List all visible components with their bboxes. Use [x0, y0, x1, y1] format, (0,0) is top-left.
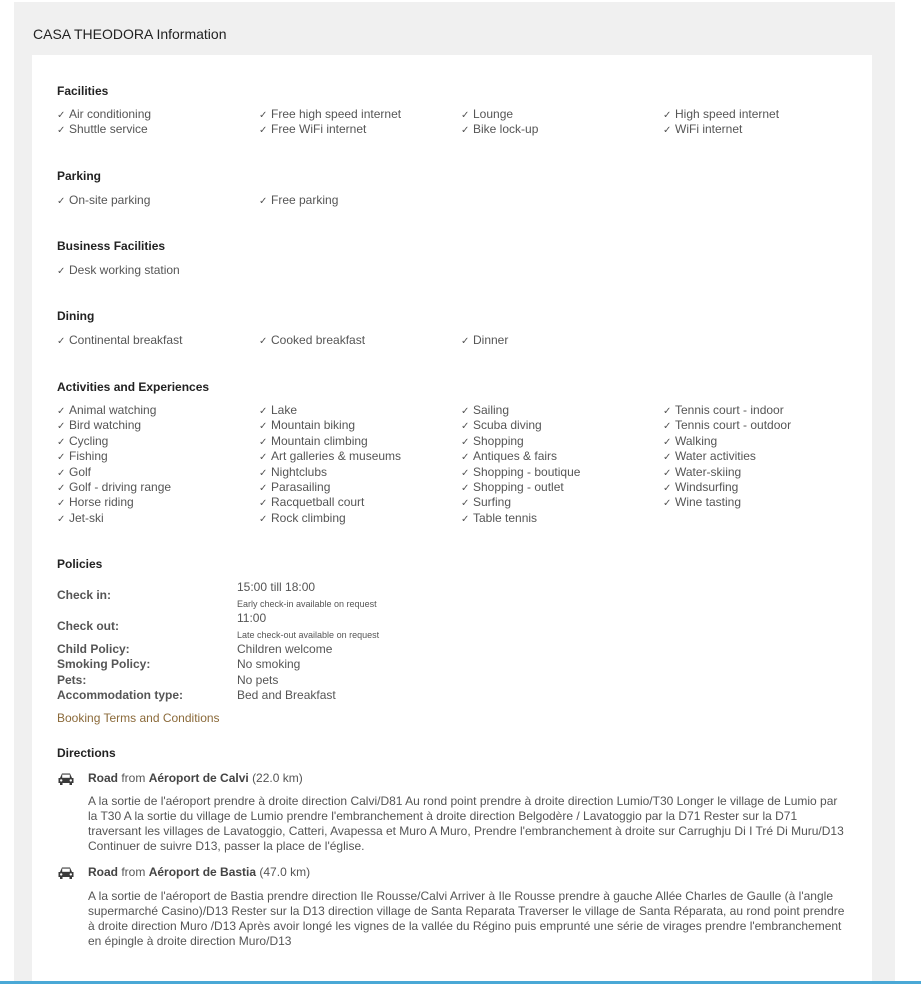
- amenity-label: Antiques & fairs: [473, 449, 558, 464]
- amenity-item: [57, 263, 180, 277]
- amenity-label: Lounge: [473, 107, 514, 121]
- amenity-item: [461, 465, 580, 479]
- route-distance: (22.0 km): [252, 771, 303, 785]
- route-description: A la sortie de l'aéroport prendre à droite direction Calvi/D81 Au rond point prendre à droite direction Lumio/T30 Longer le village de Lumio par la T30 A la sortie du village de Lumio prendre l'embranchement à droite direction Belgodère / Lavatoggio par la D71 Rester sur la D71 traversant les villages de Lavatoggio, Catteri, Avapessa et Muro A Muro, Prendre l'embranchement à droite sur Carrughju Di I Tré Di Muru/D13 Continuer de suivre D13, passer la place de l'église.: [88, 794, 844, 853]
- amenity-label: Free parking: [271, 193, 339, 207]
- amenity-item: [461, 449, 557, 463]
- amenity-label: Water-skiing: [675, 464, 742, 479]
- amenity-item: [57, 465, 91, 479]
- check-in-note: Early check-in available on request: [237, 599, 377, 609]
- checkmark-icon: ✓: [461, 483, 470, 494]
- amenity-label: Fishing: [69, 449, 108, 464]
- route-origin: Aéroport de Calvi: [148, 771, 249, 785]
- checkmark-icon: ✓: [461, 336, 470, 347]
- child-policy-value: Children welcome: [237, 642, 333, 656]
- dining-heading: Dining: [57, 309, 95, 323]
- amenity-item: [259, 333, 365, 347]
- panel-title: CASA THEODORA Information: [33, 26, 227, 42]
- amenity-item: [461, 122, 538, 136]
- check-out-note: Late check-out available on request: [237, 630, 380, 640]
- amenity-label: Horse riding: [69, 495, 134, 510]
- amenity-item: [663, 434, 717, 448]
- amenity-item: [259, 434, 368, 448]
- amenity-item: [57, 434, 108, 448]
- amenity-item: [663, 418, 791, 432]
- checkmark-icon: ✓: [461, 498, 470, 510]
- checkmark-icon: ✓: [259, 336, 268, 347]
- checkmark-icon: ✓: [461, 110, 470, 121]
- checkmark-icon: ✓: [461, 436, 470, 448]
- amenity-label: Bird watching: [69, 418, 142, 433]
- amenity-label: Surfing: [473, 495, 512, 510]
- amenity-item: [663, 495, 741, 509]
- amenity-item: [57, 511, 104, 525]
- amenity-item: [663, 122, 742, 136]
- checkmark-icon: ✓: [259, 125, 268, 137]
- amenity-item: [461, 403, 509, 417]
- amenity-label: Shuttle service: [69, 122, 148, 137]
- route-mode: Road: [88, 771, 118, 785]
- amenity-label: Sailing: [473, 403, 510, 417]
- amenity-item: [259, 511, 346, 525]
- amenity-label: Golf: [69, 464, 92, 479]
- amenity-item: [57, 480, 171, 494]
- route-title: [88, 865, 310, 879]
- checkmark-icon: ✓: [259, 483, 268, 494]
- amenity-item: [57, 418, 141, 432]
- route-from-word: from: [121, 865, 146, 879]
- amenity-label: Nightclubs: [271, 464, 328, 479]
- amenity-label: Golf - driving range: [69, 480, 172, 494]
- car-icon: [57, 866, 75, 885]
- checkmark-icon: ✓: [259, 498, 268, 510]
- amenity-label: Rock climbing: [271, 510, 346, 525]
- car-icon: [57, 772, 75, 791]
- checkmark-icon: ✓: [57, 513, 66, 525]
- checkmark-icon: ✓: [259, 452, 268, 464]
- facilities-heading: Facilities: [57, 84, 109, 98]
- amenity-item: [259, 122, 366, 136]
- amenity-item: [663, 107, 779, 121]
- amenity-label: Air conditioning: [69, 107, 152, 121]
- checkmark-icon: ✓: [259, 513, 268, 525]
- amenity-label: Tennis court - outdoor: [675, 418, 792, 433]
- checkmark-icon: ✓: [259, 467, 268, 479]
- amenity-item: [57, 122, 148, 136]
- checkmark-icon: ✓: [663, 125, 672, 137]
- amenity-item: [461, 107, 513, 121]
- checkmark-icon: ✓: [57, 336, 66, 347]
- amenity-item: [259, 449, 401, 463]
- checkmark-icon: ✓: [259, 436, 268, 448]
- checkmark-icon: ✓: [57, 406, 66, 417]
- checkmark-icon: ✓: [461, 406, 470, 417]
- check-in-value: 15:00 till 18:00: [237, 580, 316, 594]
- amenity-label: Cooked breakfast: [271, 333, 366, 347]
- smoking-policy-value: No smoking: [237, 657, 301, 671]
- checkmark-icon: ✓: [663, 498, 672, 510]
- amenity-item: [461, 418, 542, 432]
- smoking-policy-label: Smoking Policy:: [57, 657, 151, 671]
- checkmark-icon: ✓: [57, 196, 66, 207]
- amenity-item: [57, 449, 108, 463]
- amenity-item: [461, 480, 564, 494]
- amenity-item: [461, 434, 524, 448]
- amenity-item: [663, 480, 738, 494]
- route-from-word: from: [121, 771, 146, 785]
- amenity-item: [57, 193, 150, 207]
- directions-heading: Directions: [57, 746, 116, 760]
- amenity-label: Bike lock-up: [473, 122, 539, 137]
- checkmark-icon: ✓: [663, 110, 672, 121]
- check-out-value: 11:00: [237, 611, 267, 625]
- amenity-label: Parasailing: [271, 480, 331, 494]
- amenity-label: On-site parking: [69, 193, 151, 207]
- checkmark-icon: ✓: [259, 110, 268, 121]
- amenity-label: Water activities: [675, 449, 756, 464]
- amenity-item: [259, 403, 297, 417]
- checkmark-icon: ✓: [663, 421, 672, 433]
- amenity-label: High speed internet: [675, 107, 780, 121]
- amenity-label: Desk working station: [69, 263, 180, 277]
- amenity-item: [663, 465, 741, 479]
- amenity-label: Continental breakfast: [69, 333, 183, 347]
- amenity-label: Table tennis: [473, 510, 538, 525]
- checkmark-icon: ✓: [57, 498, 66, 510]
- checkmark-icon: ✓: [461, 467, 470, 479]
- amenity-label: Art galleries & museums: [271, 449, 402, 464]
- checkmark-icon: ✓: [57, 266, 66, 277]
- amenity-item: [259, 418, 355, 432]
- accommodation-type-label: Accommodation type:: [57, 688, 184, 702]
- route-description: A la sortie de l'aéroport de Bastia prendre direction Ile Rousse/Calvi Arriver à Ile Rousse prendre à gauche Allée Charles de Gaulle (à l'angle supermarché Casino)/D13 Rester sur la D13 direction village de Santa Reparata Traverser le village de Santa Réparata, au rond point prendre à droite direction Muro /D13 Après avoir longé les vignes de la vallée du Régino puis emprunté une série de virages prendre l'embranchement en épingle à droite direction Muro/D13: [88, 889, 845, 948]
- amenity-item: [461, 333, 508, 347]
- amenity-item: [259, 107, 401, 121]
- amenity-label: Shopping - boutique: [473, 464, 581, 479]
- checkmark-icon: ✓: [259, 196, 268, 207]
- checkmark-icon: ✓: [259, 406, 268, 417]
- amenity-item: [57, 403, 156, 417]
- amenity-label: Jet-ski: [69, 510, 104, 525]
- checkmark-icon: ✓: [57, 421, 66, 433]
- amenity-label: Shopping: [473, 433, 524, 448]
- checkmark-icon: ✓: [461, 421, 470, 433]
- check-in-label: Check in:: [57, 588, 112, 602]
- route-origin: Aéroport de Bastia: [148, 865, 257, 879]
- amenity-item: [259, 193, 338, 207]
- amenity-item: [259, 465, 327, 479]
- checkmark-icon: ✓: [57, 467, 66, 479]
- route-distance: (47.0 km): [259, 865, 311, 879]
- checkmark-icon: ✓: [57, 110, 66, 121]
- checkmark-icon: ✓: [663, 406, 672, 417]
- amenity-label: Mountain biking: [271, 418, 356, 433]
- checkmark-icon: ✓: [461, 513, 470, 525]
- amenity-label: Racquetball court: [271, 495, 365, 510]
- checkmark-icon: ✓: [57, 125, 66, 137]
- amenity-label: Free high speed internet: [271, 107, 402, 121]
- pets-value: No pets: [237, 673, 279, 687]
- amenity-label: Windsurfing: [675, 480, 739, 494]
- booking-terms-link[interactable]: Booking Terms and Conditions: [57, 711, 220, 725]
- route-mode: Road: [88, 865, 118, 879]
- amenity-label: Tennis court - indoor: [675, 403, 784, 417]
- amenity-item: [57, 107, 151, 121]
- check-out-label: Check out:: [57, 619, 120, 633]
- amenity-item: [461, 511, 537, 525]
- amenity-label: Free WiFi internet: [271, 122, 367, 137]
- checkmark-icon: ✓: [57, 483, 66, 494]
- checkmark-icon: ✓: [663, 483, 672, 494]
- checkmark-icon: ✓: [461, 125, 470, 137]
- amenity-item: [57, 495, 134, 509]
- business-heading: Business Facilities: [57, 239, 166, 253]
- amenity-item: [461, 495, 511, 509]
- checkmark-icon: ✓: [259, 421, 268, 433]
- checkmark-icon: ✓: [57, 436, 66, 448]
- amenity-label: Animal watching: [69, 403, 157, 417]
- checkmark-icon: ✓: [461, 452, 470, 464]
- amenity-label: Walking: [675, 433, 718, 448]
- accommodation-type-value: Bed and Breakfast: [237, 688, 336, 702]
- amenity-item: [259, 480, 330, 494]
- amenity-label: Cycling: [69, 433, 109, 448]
- amenity-item: [663, 449, 756, 463]
- route-title: [88, 771, 303, 785]
- checkmark-icon: ✓: [663, 436, 672, 448]
- pets-label: Pets:: [57, 673, 87, 687]
- amenity-item: [663, 403, 784, 417]
- amenity-label: Wine tasting: [675, 495, 742, 510]
- checkmark-icon: ✓: [57, 452, 66, 464]
- amenity-label: WiFi internet: [675, 122, 743, 137]
- amenity-label: Lake: [271, 403, 298, 417]
- parking-heading: Parking: [57, 169, 102, 183]
- amenity-label: Scuba diving: [473, 418, 542, 433]
- activities-heading: Activities and Experiences: [57, 380, 210, 394]
- checkmark-icon: ✓: [663, 452, 672, 464]
- policies-heading: Policies: [57, 557, 103, 571]
- amenity-label: Shopping - outlet: [473, 480, 564, 494]
- amenity-item: [259, 495, 364, 509]
- amenity-label: Dinner: [473, 333, 509, 347]
- amenity-item: [57, 333, 182, 347]
- amenity-label: Mountain climbing: [271, 433, 368, 448]
- checkmark-icon: ✓: [663, 467, 672, 479]
- child-policy-label: Child Policy:: [57, 642, 130, 656]
